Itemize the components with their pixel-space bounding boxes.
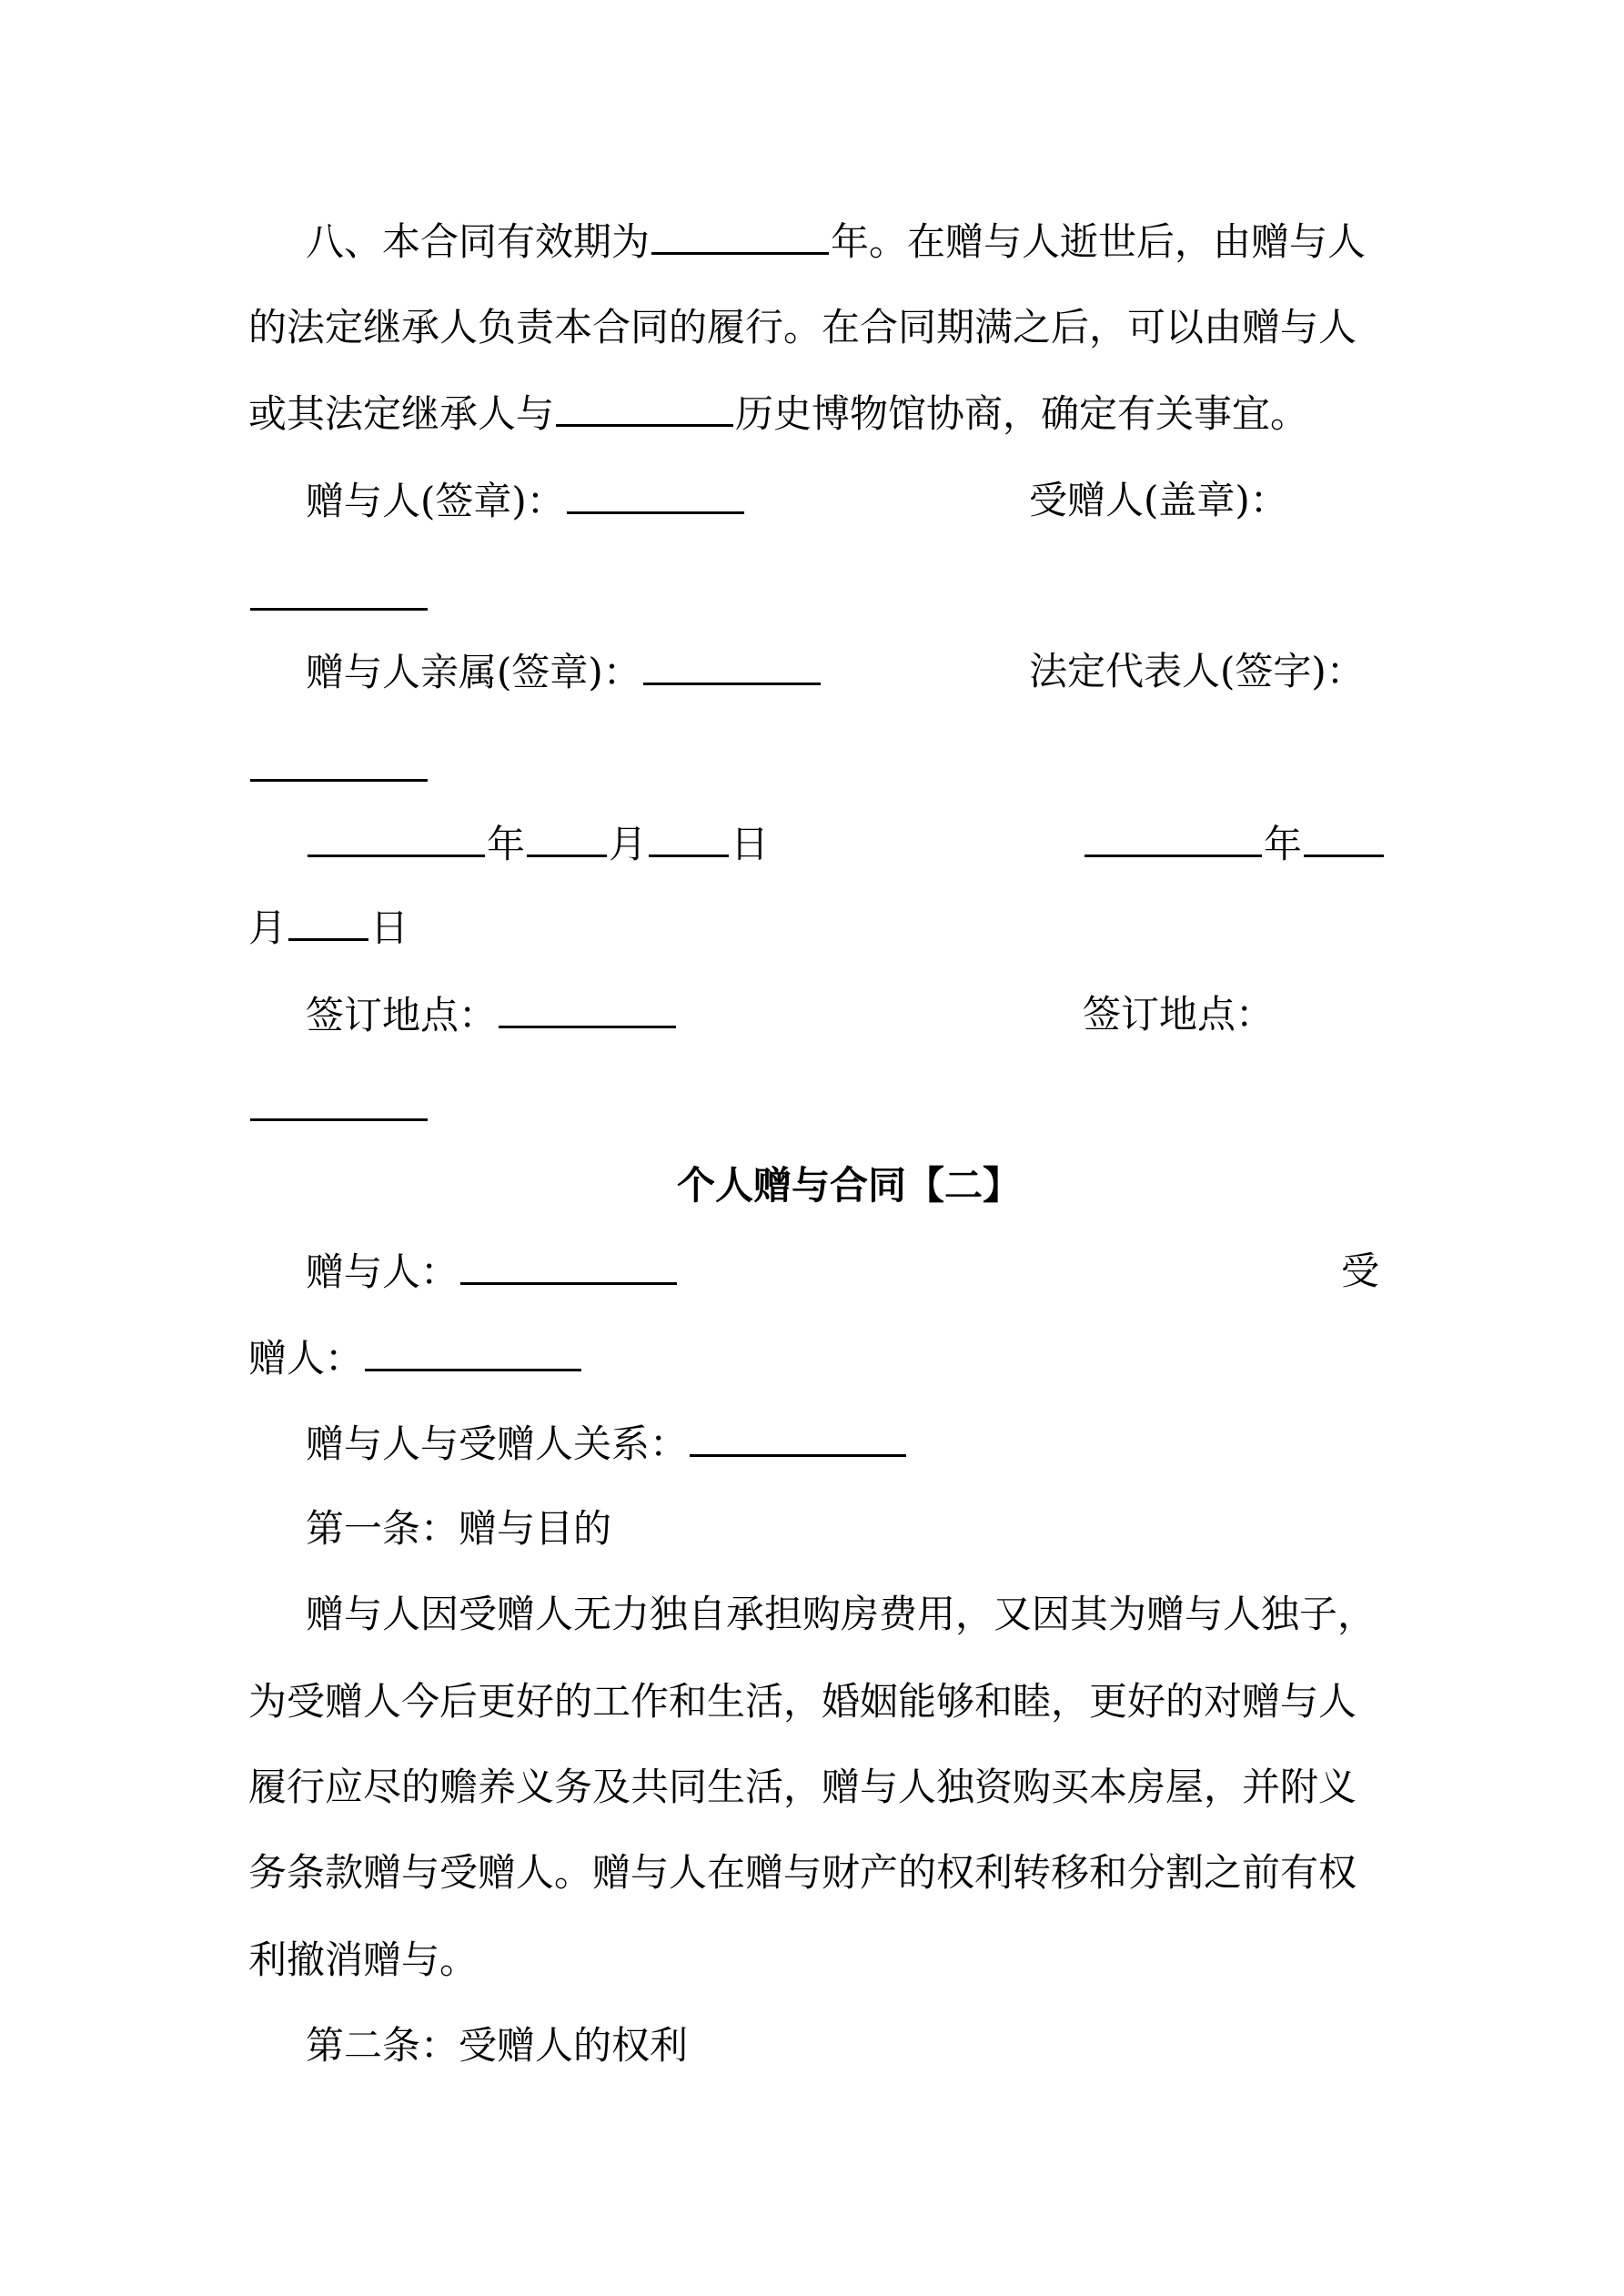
donor-row xyxy=(306,1246,679,1298)
article1-line: 赠与人因受赠人无力独自承担购房费用，又因其为赠与人独子， xyxy=(306,1592,1377,1636)
clause8-line2: 的法定继承人负责本合同的履行。在合同期满之后，可以由赠与人 xyxy=(248,305,1357,349)
article1-line: 利撤消赠与。 xyxy=(248,1937,479,1982)
article1-line: 为受赠人今后更好的工作和生活，婚姻能够和睦，更好的对赠与人 xyxy=(248,1679,1357,1724)
contract2-title: 个人赠与合同【二】 xyxy=(676,1163,1021,1208)
clause8-line1 xyxy=(306,216,1366,268)
text: 年 xyxy=(487,822,526,866)
text: 历史博物馆协商，确定有关事宜。 xyxy=(735,391,1309,436)
article1-line: 务条款赠与受赠人。赠与人在赠与财产的权利转移和分割之前有权 xyxy=(248,1850,1357,1895)
date-left xyxy=(306,818,769,870)
blank-field xyxy=(308,818,485,857)
blank-field xyxy=(365,1332,581,1371)
article2-title: 第二条：受赠人的权利 xyxy=(306,2023,689,2068)
place-right-blank xyxy=(248,1082,429,1134)
text: 日 xyxy=(370,905,409,950)
date-right-cont xyxy=(248,902,409,954)
blank-field xyxy=(527,818,607,857)
place-left xyxy=(306,989,678,1041)
blank-field xyxy=(651,216,829,255)
relation-row xyxy=(306,1418,908,1470)
donee-seal-label: 受赠人(盖章)： xyxy=(1029,478,1288,522)
blank-field xyxy=(690,1418,906,1457)
text: 月 xyxy=(248,905,287,950)
text: 八、本合同有效期为 xyxy=(306,219,651,264)
text: 年。在赠与人逝世后，由赠与人 xyxy=(831,219,1367,264)
legal-rep-blank xyxy=(248,743,429,794)
blank-field xyxy=(1084,818,1262,857)
label: 赠与人亲属(签章)： xyxy=(306,650,641,694)
article1-line: 履行应尽的赡养义务及共同生活，赠与人独资购买本房屋，并附义 xyxy=(248,1765,1357,1809)
relative-sign-row xyxy=(306,646,822,698)
blank-field xyxy=(649,818,729,857)
donor-sign-row xyxy=(306,475,746,527)
donee-row xyxy=(248,1332,583,1384)
blank-field xyxy=(460,1246,677,1285)
label: 赠人： xyxy=(248,1336,364,1381)
text: 月 xyxy=(609,822,648,866)
blank-field xyxy=(556,388,733,427)
blank-field xyxy=(250,743,428,782)
blank-field xyxy=(1304,818,1384,857)
text: 日 xyxy=(731,822,770,866)
label: 赠与人(签章)： xyxy=(306,479,565,523)
article1-title: 第一条：赠与目的 xyxy=(306,1506,612,1551)
blank-field xyxy=(643,646,821,685)
blank-field xyxy=(567,475,744,514)
blank-field xyxy=(499,989,676,1028)
label: 赠与人与受赠人关系： xyxy=(306,1421,689,1466)
donee-start: 受 xyxy=(1341,1249,1380,1293)
text: 或其法定继承人与 xyxy=(248,391,555,436)
date-right xyxy=(1083,818,1386,870)
blank-field xyxy=(250,571,428,611)
place-right-label: 签订地点： xyxy=(1083,992,1275,1037)
donee-seal-blank xyxy=(248,571,429,623)
blank-field xyxy=(288,902,368,941)
text: 年 xyxy=(1264,822,1303,866)
clause8-line3 xyxy=(248,388,1308,440)
label: 赠与人： xyxy=(306,1249,459,1294)
legal-rep-label: 法定代表人(签字)： xyxy=(1029,649,1365,693)
label: 签订地点： xyxy=(306,993,498,1037)
blank-field xyxy=(250,1082,428,1121)
